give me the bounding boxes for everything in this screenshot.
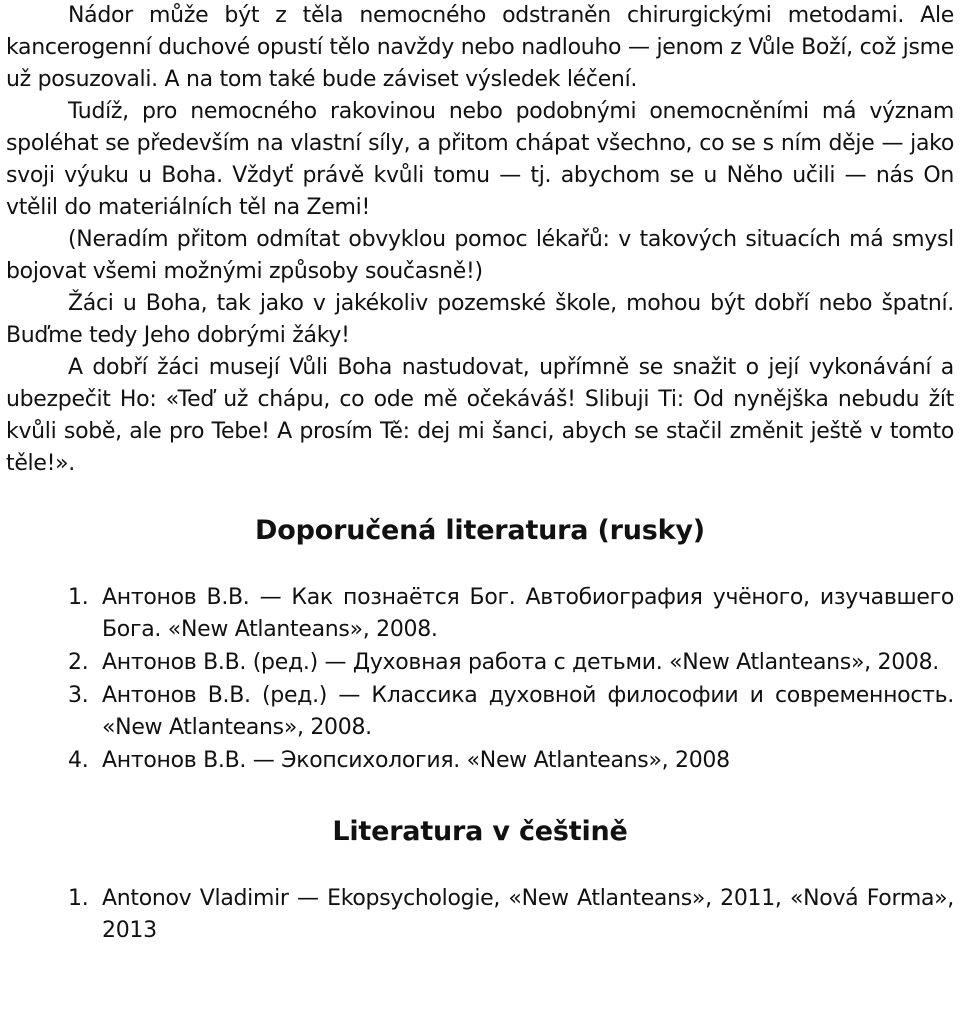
body-paragraph-4: Žáci u Boha, tak jako v jakékoliv pozemské škole, mohou být dobří nebo špatní. Buďme tedy Jeho dobrými žáky!: [6, 291, 954, 348]
body-paragraph-2: Tudíž, pro nemocného rakovinou nebo podobnými onemocněními má význam spoléhat se především na vlastní síly, a přitom chápat všechno, co se s ním děje — jako svoji výuku u Boha. Vždyť právě kvůli tomu — tj. abychom se u Něho učili — nás On vtělil do materiálních těl na Zemi!: [6, 99, 954, 220]
heading-czech-literature: Literatura v češtině: [332, 816, 628, 847]
russian-reference-list: [6, 582, 954, 777]
document-page: [6, 0, 954, 948]
reference-item: [6, 582, 954, 646]
reference-item: [6, 745, 954, 777]
reference-item: [6, 647, 954, 679]
body-paragraph-3: (Neradím přitom odmítat obvyklou pomoc lékařů: v takových situacích má smysl bojovat všemi možnými způsoby současně!): [6, 227, 954, 284]
reference-item: [6, 883, 954, 947]
reference-number: 1.: [68, 886, 89, 911]
reference-text: Антонов В.В. — Как познаётся Бог. Автобиография учёного, изучавшего Бога. «New Atlanteans», 2008.: [102, 585, 954, 642]
czech-reference-list: [6, 883, 954, 947]
reference-text: Антонов В.В. — Экопсихология. «New Atlanteans», 2008: [102, 748, 730, 773]
reference-number: 3.: [68, 683, 89, 708]
heading-russian-literature: Doporučená literatura (rusky): [255, 515, 705, 546]
reference-item: [6, 680, 954, 744]
reference-number: 1.: [68, 585, 89, 610]
reference-number: 2.: [68, 650, 89, 675]
reference-text: Антонов В.В. (ред.) — Классика духовной философии и современность. «New Atlanteans», 2008.: [102, 683, 954, 740]
reference-number: 4.: [68, 748, 89, 773]
body-paragraph-5: A dobří žáci musejí Vůli Boha nastudovat, upřímně se snažit o její vykonávání a ubezpečit Ho: «Teď už chápu, co ode mě očekáváš! Slibuji Ti: Od nynějška nebudu žít kvůli sobě, ale pro Tebe! A prosím Tě: dej mi šanci, abych se stačil změnit ještě v tomto těle!».: [6, 355, 954, 476]
reference-text: Антонов В.В. (ред.) — Духовная работа с детьми. «New Atlanteans», 2008.: [102, 650, 939, 675]
reference-text: Antonov Vladimir — Ekopsychologie, «New Atlanteans», 2011, «Nová Forma», 2013: [102, 886, 954, 943]
body-paragraph-1: Nádor může být z těla nemocného odstraněn chirurgickými metodami. Ale kancerogenní duchové opustí tělo navždy nebo nadlouho — jenom z Vůle Boží, což jsme už posuzovali. A na tom také bude záviset výsledek léčení.: [6, 3, 954, 92]
